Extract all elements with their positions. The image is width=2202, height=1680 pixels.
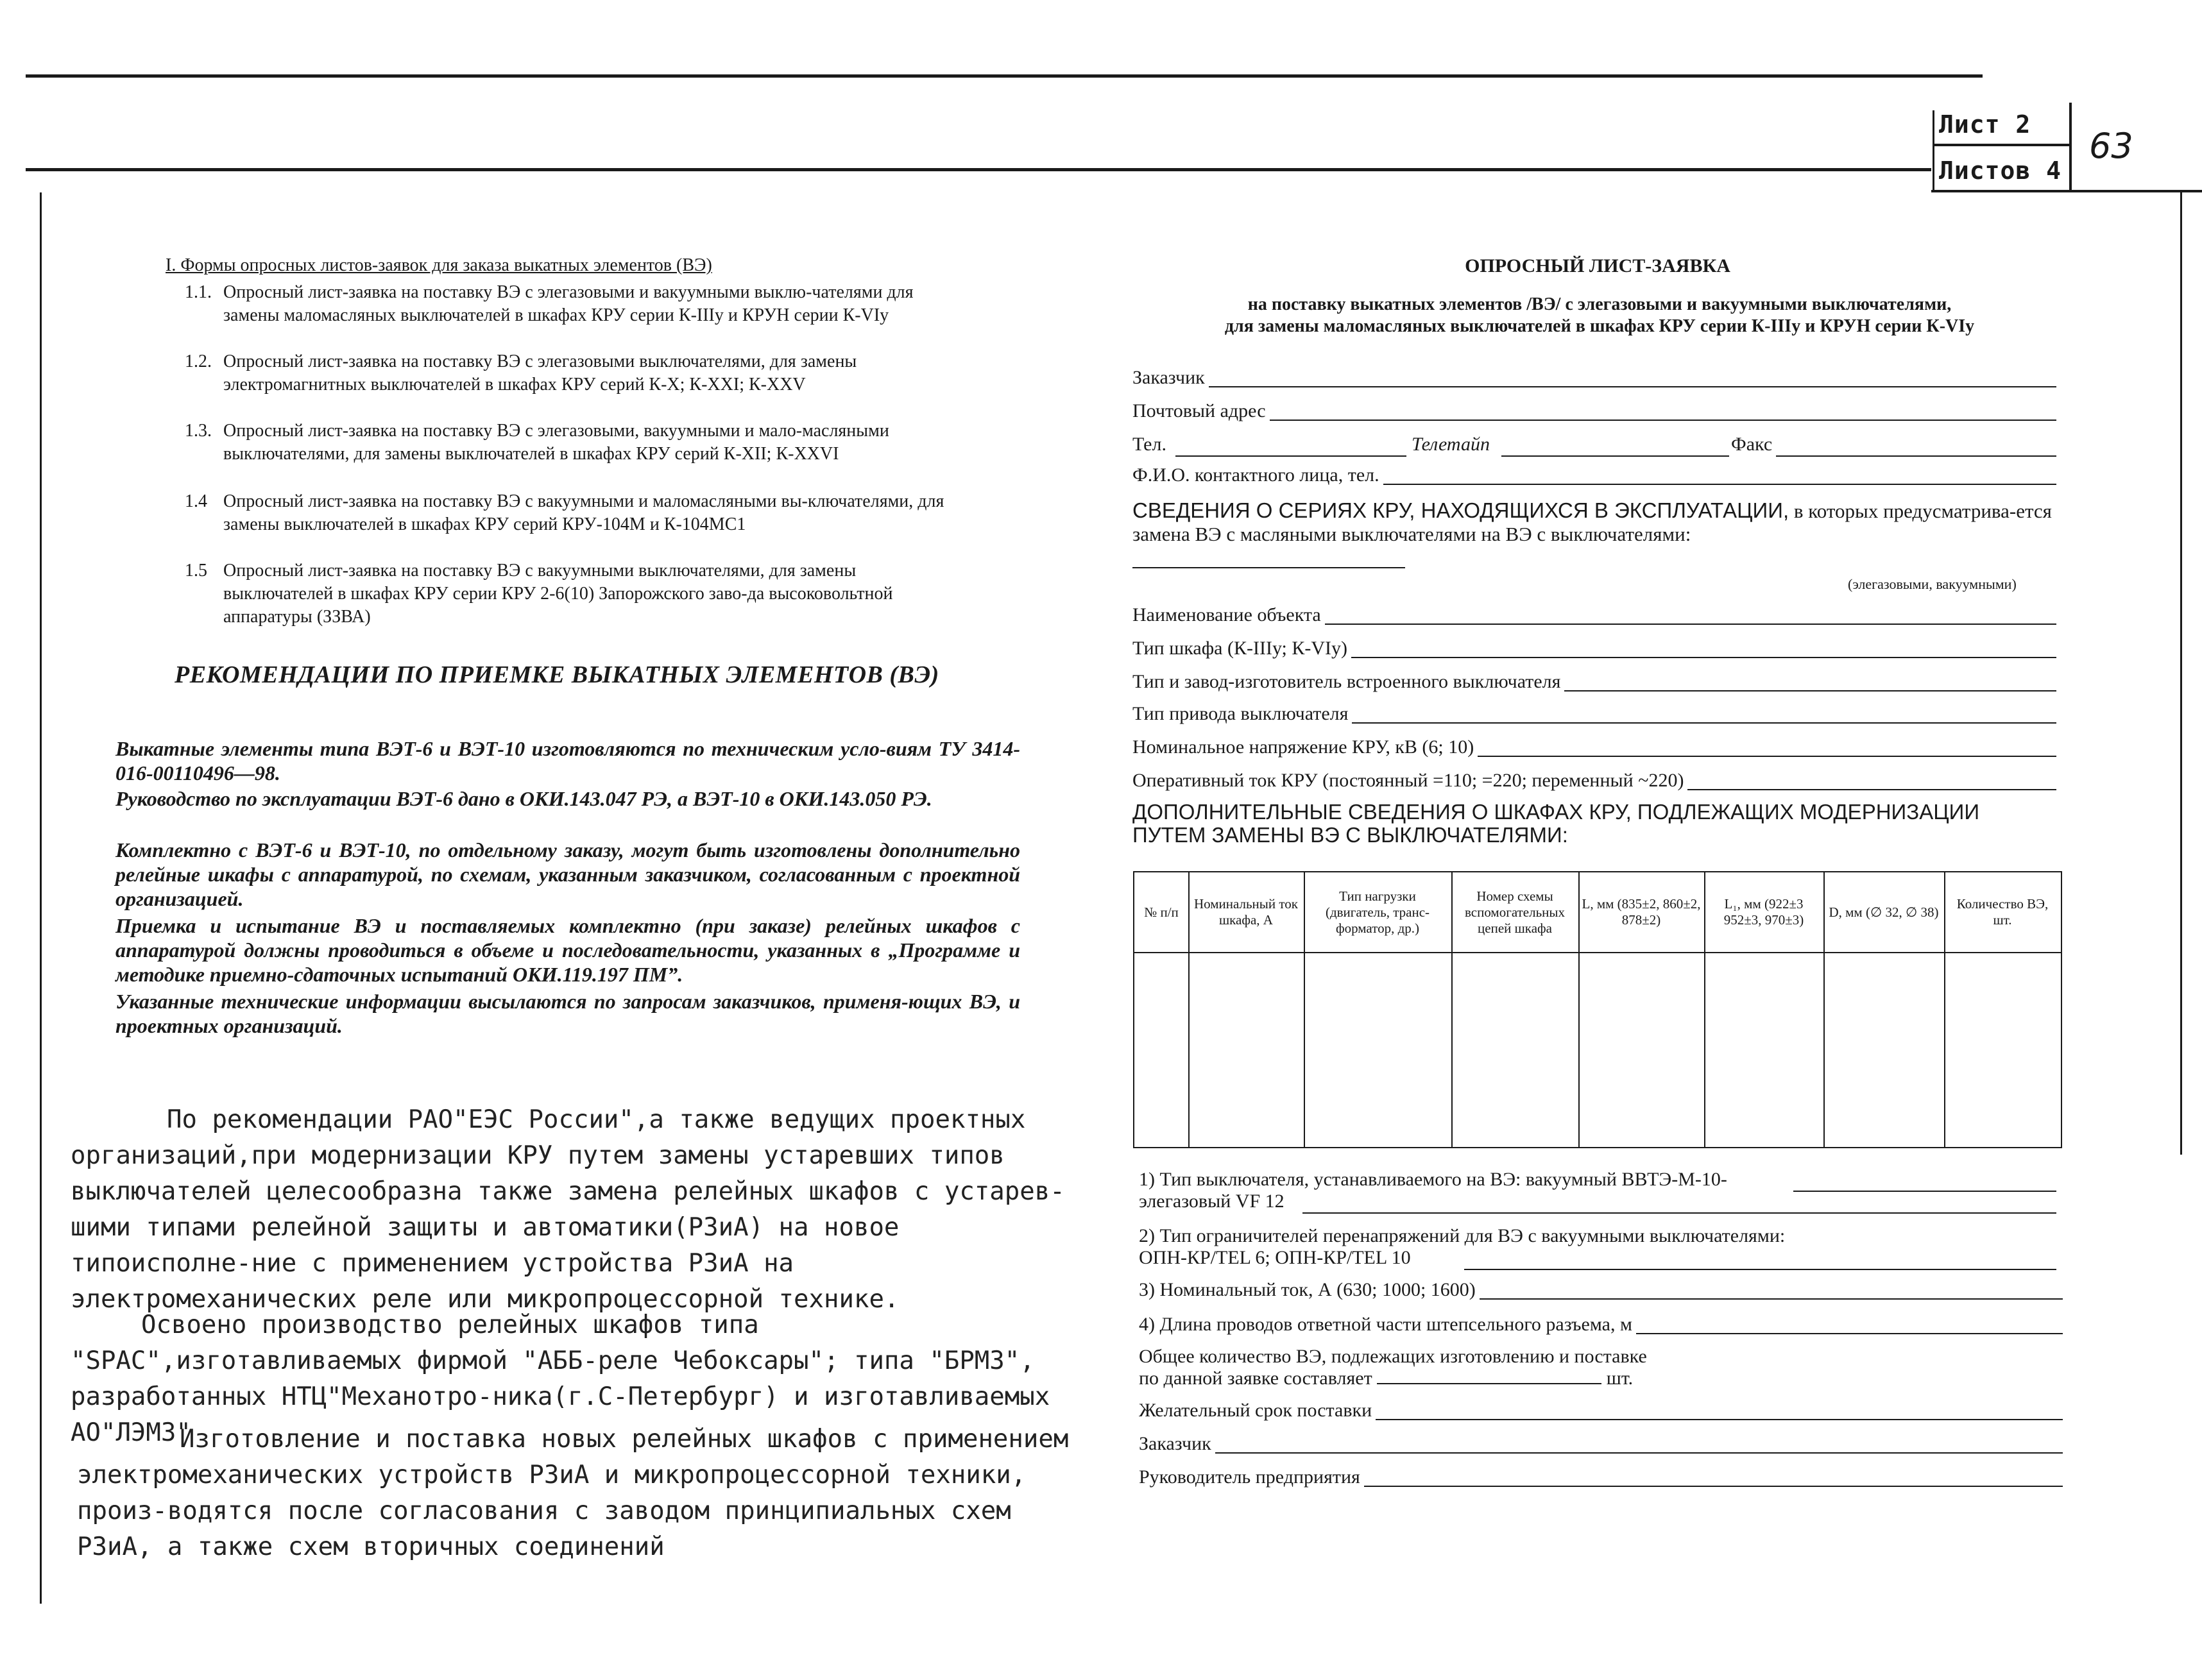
field-underline xyxy=(1139,1452,2063,1454)
fax-label: Факс xyxy=(1731,434,1773,455)
recommendation-paragraph: Выкатные элементы типа ВЭТ-6 и ВЭТ-10 изготовляются по техническим усло-виям ТУ 3414-016-00110496—98. xyxy=(115,737,1020,785)
table-header-cell: Номер схемы вспомогательных цепей шкафа xyxy=(1464,888,1566,936)
top-rule xyxy=(26,74,1983,78)
series-info-rest: в которых предусматрива-ется замена ВЭ с масляными выключателями на ВЭ с выключателями: xyxy=(1132,500,2052,545)
typed-paragraph-2: Освоено производство релейных шкафов типа "SPAC",изготавливаемых фирмой "АББ-реле Чебоксары"; типа "БРМЗ", разработанных НТЦ"Механотро-ника(г.С-Петербург) и изготавливаемых АО"ЛЭМЗ" xyxy=(71,1311,1050,1447)
question-3-text: 3) Номинальный ток, А (630; 1000; 1600) xyxy=(1139,1279,1480,1300)
recommendation-paragraph: Руководство по эксплуатации ВЭТ-6 дано в ОКИ.143.047 РЭ, а ВЭТ-10 в ОКИ.143.050 РЭ. xyxy=(115,787,932,810)
cabinet-type-field[interactable] xyxy=(1132,638,2056,663)
question-1-line1 xyxy=(1139,1169,2063,1191)
question-2 xyxy=(1139,1225,2063,1269)
customer-signature[interactable] xyxy=(1139,1433,2063,1456)
total-quantity-field[interactable] xyxy=(1377,1368,1601,1384)
field-underline xyxy=(1132,386,2056,387)
drive-type-field[interactable] xyxy=(1132,703,2056,729)
total-quantity xyxy=(1139,1346,2063,1389)
toc-item xyxy=(185,420,955,466)
nominal-voltage-field[interactable] xyxy=(1132,736,2056,762)
extra-info-heading-line1: ДОПОЛНИТЕЛЬНЫЕ СВЕДЕНИЯ О ШКАФАХ КРУ, ПОДЛЕЖАЩИХ МОДЕРНИЗАЦИИ xyxy=(1132,800,1980,824)
recommendation-paragraph: Комплектно с ВЭТ-6 и ВЭТ-10, по отдельному заказу, могут быть изготовлены дополнительно релейные шкафы с аппаратурой, по схемам, указанным заказчиком, согласованным с проектной организацией. xyxy=(115,838,1020,910)
table-header-cell: № п/п xyxy=(1144,904,1179,920)
series-info-text xyxy=(1132,499,2063,546)
delivery-date[interactable] xyxy=(1139,1400,2063,1423)
total-quantity-line2 xyxy=(1139,1368,2063,1389)
stamp-divider-left xyxy=(1933,110,1934,191)
extra-info-heading xyxy=(1132,801,2095,847)
toc-item xyxy=(185,350,955,396)
series-info-caps: СВЕДЕНИЯ О СЕРИЯХ КРУ, НАХОДЯЩИХСЯ В ЭКСПЛУАТАЦИИ, xyxy=(1132,498,1789,522)
stamp-divider-right xyxy=(2069,103,2072,190)
customer-signature-label: Заказчик xyxy=(1139,1433,1215,1454)
toc-item-number: 1.1. xyxy=(185,282,212,302)
customer-field[interactable] xyxy=(1132,367,2056,393)
operating-current-label: Оперативный ток КРУ (постоянный =110; =220; переменный ~220) xyxy=(1132,770,1687,792)
table-header-cell: L₁, мм (922±3 952±3, 970±3) xyxy=(1723,896,1804,928)
question-4[interactable] xyxy=(1139,1314,2063,1337)
field-underline xyxy=(1132,420,2056,421)
table-header-cell: L, мм (835±2, 860±2, 878±2) xyxy=(1582,896,1701,928)
page-number: 63 xyxy=(2089,126,2133,166)
director-signature-label: Руководитель предприятия xyxy=(1139,1466,1364,1488)
toc-title: I. Формы опросных листов-заявок для заказа выкатных элементов (ВЭ) xyxy=(166,255,712,275)
stamp-mid-rule xyxy=(1933,144,2071,146)
form-subtitle xyxy=(1134,294,2065,337)
toc-item-text: Опросный лист-заявка на поставку ВЭ с вакуумными выключателями, для замены выключателей в шкафах КРУ серии КРУ 2-6(10) Запорожского заво-да высоковольтной аппаратуры (ЗЗВА) xyxy=(223,561,893,627)
sheets-label: Листов 4 xyxy=(1939,157,2062,185)
director-signature[interactable] xyxy=(1139,1466,2063,1489)
question-4-text: 4) Длина проводов ответной части штепсельного разъема, м xyxy=(1139,1314,1636,1335)
toc-item-text: Опросный лист-заявка на поставку ВЭ с элегазовыми, вакуумными и мало-масляными выключателями, для замены выключателей в шкафах КРУ серий К-XII; К-XXVI xyxy=(223,421,889,464)
typed-paragraph-1: По рекомендации РАО"ЕЭС России",а также ведущих проектных организаций,при модернизации КРУ путем замены устаревших типов выключателей целесообразна также замена релейных шкафов с устарев-шими типами релейной защиты и автоматики(РЗиА) на новое типоисполне-ние с применением устройства РЗиА на электромеханических реле или микропроцессорной технике. xyxy=(71,1105,1065,1314)
operating-current-field[interactable] xyxy=(1132,770,2056,795)
contact-person-field[interactable] xyxy=(1132,464,2056,490)
breaker-sf6-field[interactable] xyxy=(1302,1212,2056,1214)
teletype-field[interactable] xyxy=(1501,455,1729,457)
question-1-line2 xyxy=(1139,1191,2063,1212)
breaker-type-label: Тип и завод-изготовитель встроенного выключателя xyxy=(1132,671,1564,693)
toc-item-number: 1.3. xyxy=(185,421,212,441)
toc-item-number: 1.5 xyxy=(185,561,207,581)
phone-field[interactable] xyxy=(1175,455,1406,457)
toc-item-text: Опросный лист-заявка на поставку ВЭ с элегазовыми и вакуумными выклю-чателями для замены маломасляных выключателей в шкафах КРУ серии К-IIIу и КРУН серии К-VIу xyxy=(223,282,914,325)
breaker-type-field[interactable] xyxy=(1132,671,2056,697)
contact-person-label: Ф.И.О. контактного лица, тел. xyxy=(1132,464,1383,486)
drive-type-label: Тип привода выключателя xyxy=(1132,703,1352,725)
postal-address-label: Почтовый адрес xyxy=(1132,400,1270,422)
question-3[interactable] xyxy=(1139,1279,2063,1302)
toc-item-number: 1.2. xyxy=(185,352,212,371)
breaker-kind-note: (элегазовыми, вакуумными) xyxy=(1848,576,2017,592)
extra-info-heading-line2: ПУТЕМ ЗАМЕНЫ ВЭ С ВЫКЛЮЧАТЕЛЯМИ: xyxy=(1132,823,1568,847)
question-1-text: 1) Тип выключателя, устанавливаемого на ВЭ: вакуумный ВВТЭ-М-10- xyxy=(1139,1169,1727,1190)
table-header-cell: Количество ВЭ, шт. xyxy=(1956,896,2049,928)
postal-address-field[interactable] xyxy=(1132,400,2056,426)
left-margin-line xyxy=(40,192,42,1604)
recommendation-paragraph: Приемка и испытание ВЭ и поставляемых комплектно (при заказе) релейных шкафов с аппаратурой должны проводиться в объеме и последовательности, указанных в „Программе и методике приемно-сдаточных испытаний ОКИ.119.197 ПМ”. xyxy=(115,914,1020,986)
recommendation-paragraph: Указанные технические информации высылаются по запросам заказчиков, применя-ющих ВЭ, и проектных организаций. xyxy=(115,990,1020,1037)
teletype-label: Телетайп xyxy=(1412,434,1490,455)
stamp-bottom-rule xyxy=(1931,190,2202,192)
table-header-cell: Тип нагрузки (двигатель, транс-форматор, др.) xyxy=(1325,888,1430,936)
total-quantity-label: по данной заявке составляет xyxy=(1139,1368,1372,1389)
toc-item xyxy=(185,559,955,629)
typed-paragraph-3: Изготовление и поставка новых релейных шкафов с применением электромеханических устройств РЗиА и микропроцессорной техники, произ-водятся после согласования с заводом принципиальных схем РЗиА, а также схем вторичных соединений xyxy=(77,1425,1069,1561)
sheet-label: Лист 2 xyxy=(1939,110,2031,139)
table-header-cell: D, мм (∅ 32, ∅ 38) xyxy=(1829,904,1939,920)
recommendations-heading: РЕКОМЕНДАЦИИ ПО ПРИЕМКЕ ВЫКАТНЫХ ЭЛЕМЕНТОВ (ВЭ) xyxy=(175,661,939,688)
second-rule xyxy=(26,168,1931,171)
breaker-kind-field[interactable] xyxy=(1132,567,1405,568)
fax-field[interactable] xyxy=(1776,455,2056,457)
toc-item-text: Опросный лист-заявка на поставку ВЭ с вакуумными и маломасляными вы-ключателями, для замены выключателей в шкафах КРУ серий КРУ-104М и К-104МС1 xyxy=(223,491,944,534)
toc-item xyxy=(185,490,955,536)
question-2-text-2: ОПН-КР/TEL 6; ОПН-КР/TEL 10 xyxy=(1139,1247,1411,1268)
breaker-vacuum-field[interactable] xyxy=(1793,1191,2056,1192)
nominal-voltage-label: Номинальное напряжение КРУ, кВ (6; 10) xyxy=(1132,736,1478,758)
customer-label: Заказчик xyxy=(1132,367,1209,389)
right-margin-line xyxy=(2180,192,2182,1155)
object-name-label: Наименование объекта xyxy=(1132,604,1325,626)
toc-item-text: Опросный лист-заявка на поставку ВЭ с элегазовыми выключателями, для замены электромагнитных выключателей в шкафах КРУ серий К-Х; К-XXI; К-XXV xyxy=(223,352,857,395)
form-subtitle-line2: для замены маломасляных выключателей в шкафах КРУ серии К-IIIу и КРУН серии К-VIу xyxy=(1224,316,1975,336)
table-header-cell: Номинальный ток шкафа, А xyxy=(1193,896,1299,928)
question-2-text: 2) Тип ограничителей перенапряжений для ВЭ с вакуумными выключателями: xyxy=(1139,1225,1786,1246)
total-quantity-line1: Общее количество ВЭ, подлежащих изготовлению и поставке xyxy=(1139,1346,1647,1367)
object-name-field[interactable] xyxy=(1132,604,2056,630)
question-1-text-2: элегазовый VF 12 xyxy=(1139,1191,1284,1212)
delivery-date-label: Желательный срок поставки xyxy=(1139,1400,1376,1421)
toc-item-number: 1.4 xyxy=(185,491,207,511)
total-quantity-unit: шт. xyxy=(1606,1368,1634,1389)
toc-item xyxy=(185,281,955,327)
table-header-divider xyxy=(1134,952,2061,953)
surge-arrester-field[interactable] xyxy=(1464,1269,2056,1270)
cabinet-data-table xyxy=(1133,871,2062,1148)
cabinet-type-label: Тип шкафа (К-IIIу; К-VIу) xyxy=(1132,638,1351,659)
form-subtitle-line1: на поставку выкатных элементов /ВЭ/ с элегазовыми и вакуумными выключателями, xyxy=(1247,294,1952,314)
form-title: ОПРОСНЫЙ ЛИСТ-ЗАЯВКА xyxy=(1465,255,1730,276)
phone-label: Тел. xyxy=(1132,434,1166,455)
